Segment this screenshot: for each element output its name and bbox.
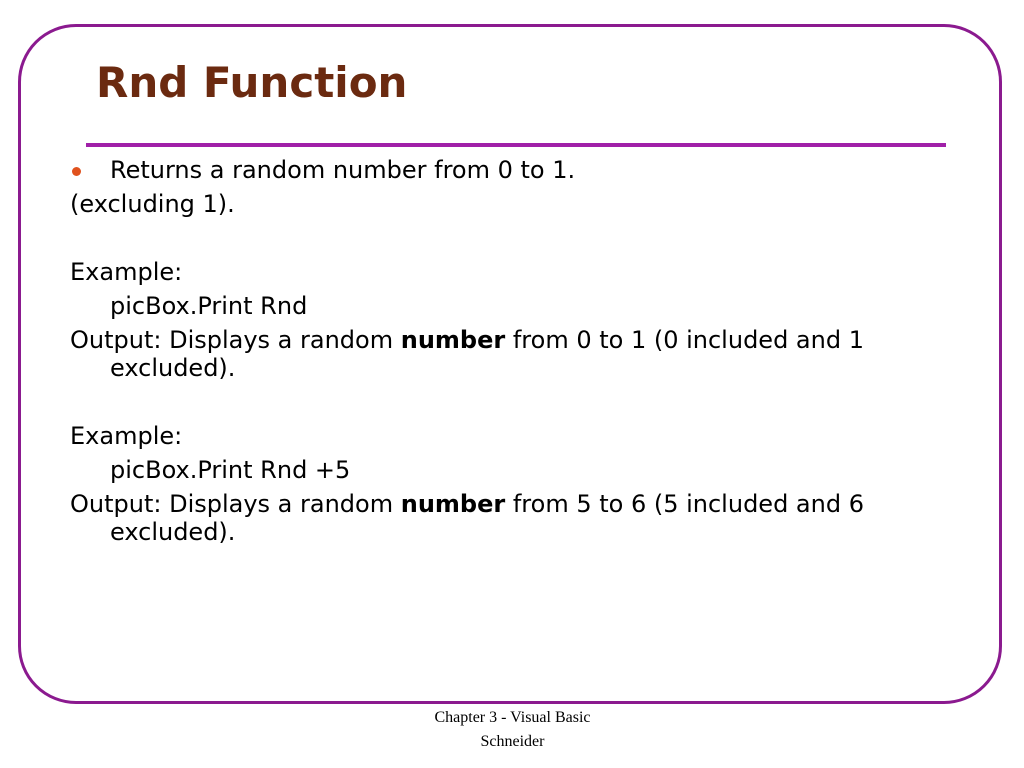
example2-output-prefix: Output: Displays a random [70,490,401,518]
slide-title: Rnd Function [96,58,408,107]
footer-author: Schneider [480,733,545,750]
bullet-continuation: (excluding 1). [70,190,235,218]
example1-label: Example: [70,258,183,286]
example1-code: picBox.Print Rnd [110,292,308,320]
title-underline [86,143,946,147]
example1-output-suffix: from 0 to 1 (0 included and 1 excluded). [110,326,864,382]
example2-label: Example: [70,422,183,450]
spacer [70,221,950,255]
example1-output-prefix: Output: Displays a random [70,326,401,354]
bullet-item [70,153,950,187]
bullet-dot-icon [72,167,81,176]
spacer [70,385,950,419]
example1-output-bold: number [400,326,506,354]
example2-output-bold: number [400,490,506,518]
example2-code: picBox.Print Rnd +5 [110,456,351,484]
footer-chapter: Chapter 3 - Visual Basic [434,709,591,726]
example2-output-suffix: from 5 to 6 (5 included and 6 excluded). [110,490,864,546]
example2-output [70,487,950,549]
bullet-text: Returns a random number from 0 to 1. [110,156,576,184]
slide-body [70,153,950,549]
slide-footer [380,706,645,754]
example1-output [70,323,950,385]
